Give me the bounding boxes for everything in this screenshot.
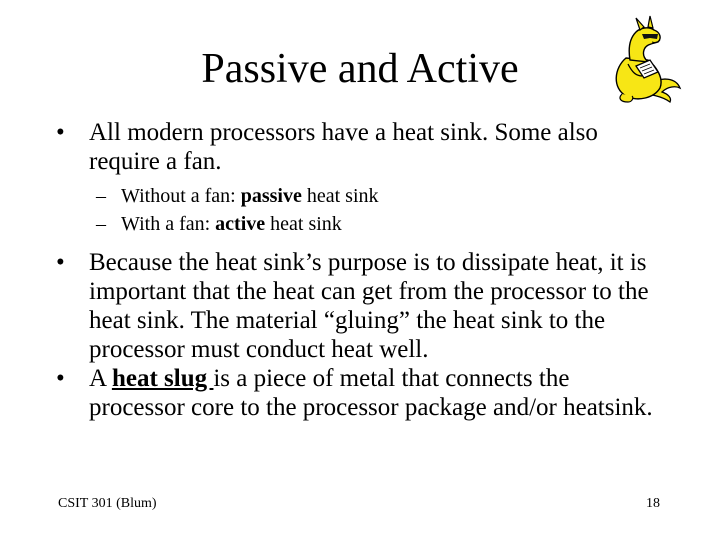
- bullet-mark: •: [56, 249, 65, 276]
- bullet-mark: •: [56, 119, 65, 146]
- bullet-mark: •: [56, 365, 65, 392]
- bullet-suffix: is a piece of metal that connects the processor core to the processor package and/or heatsink.: [89, 365, 653, 421]
- bullet-2: [56, 248, 666, 364]
- bullet-1: [56, 118, 666, 176]
- subitem-suffix: heat sink: [265, 213, 342, 235]
- heat-slug-term: heat slug: [111, 365, 214, 392]
- footer-course: CSIT 301 (Blum): [58, 496, 157, 511]
- subitem-1: [56, 182, 666, 210]
- slide-title: Passive and Active: [201, 46, 519, 92]
- slide-body: [56, 118, 666, 422]
- subitem-2: [56, 210, 666, 238]
- subitem-prefix: Without a fan:: [121, 185, 241, 207]
- subitem-prefix: With a fan:: [121, 213, 216, 235]
- page-number: 18: [646, 496, 660, 511]
- sub-mark: –: [96, 185, 106, 207]
- sub-mark: –: [96, 213, 106, 235]
- mascot-reading-icon: [606, 14, 684, 104]
- subitem-suffix: heat sink: [301, 185, 379, 207]
- bullet-text: Because the heat sink’s purpose is to dissipate heat, it is important that the heat can get from the processor to the heat sink. The material “gluing” the heat sink to the processor must conduct heat well.: [89, 249, 649, 363]
- bullet-prefix: A: [89, 365, 112, 392]
- subitem-keyword: passive: [240, 185, 302, 207]
- subitem-keyword: active: [215, 213, 266, 235]
- bullet-3: [56, 364, 666, 422]
- bullet-text: All modern processors have a heat sink. Some also require a fan.: [89, 119, 598, 175]
